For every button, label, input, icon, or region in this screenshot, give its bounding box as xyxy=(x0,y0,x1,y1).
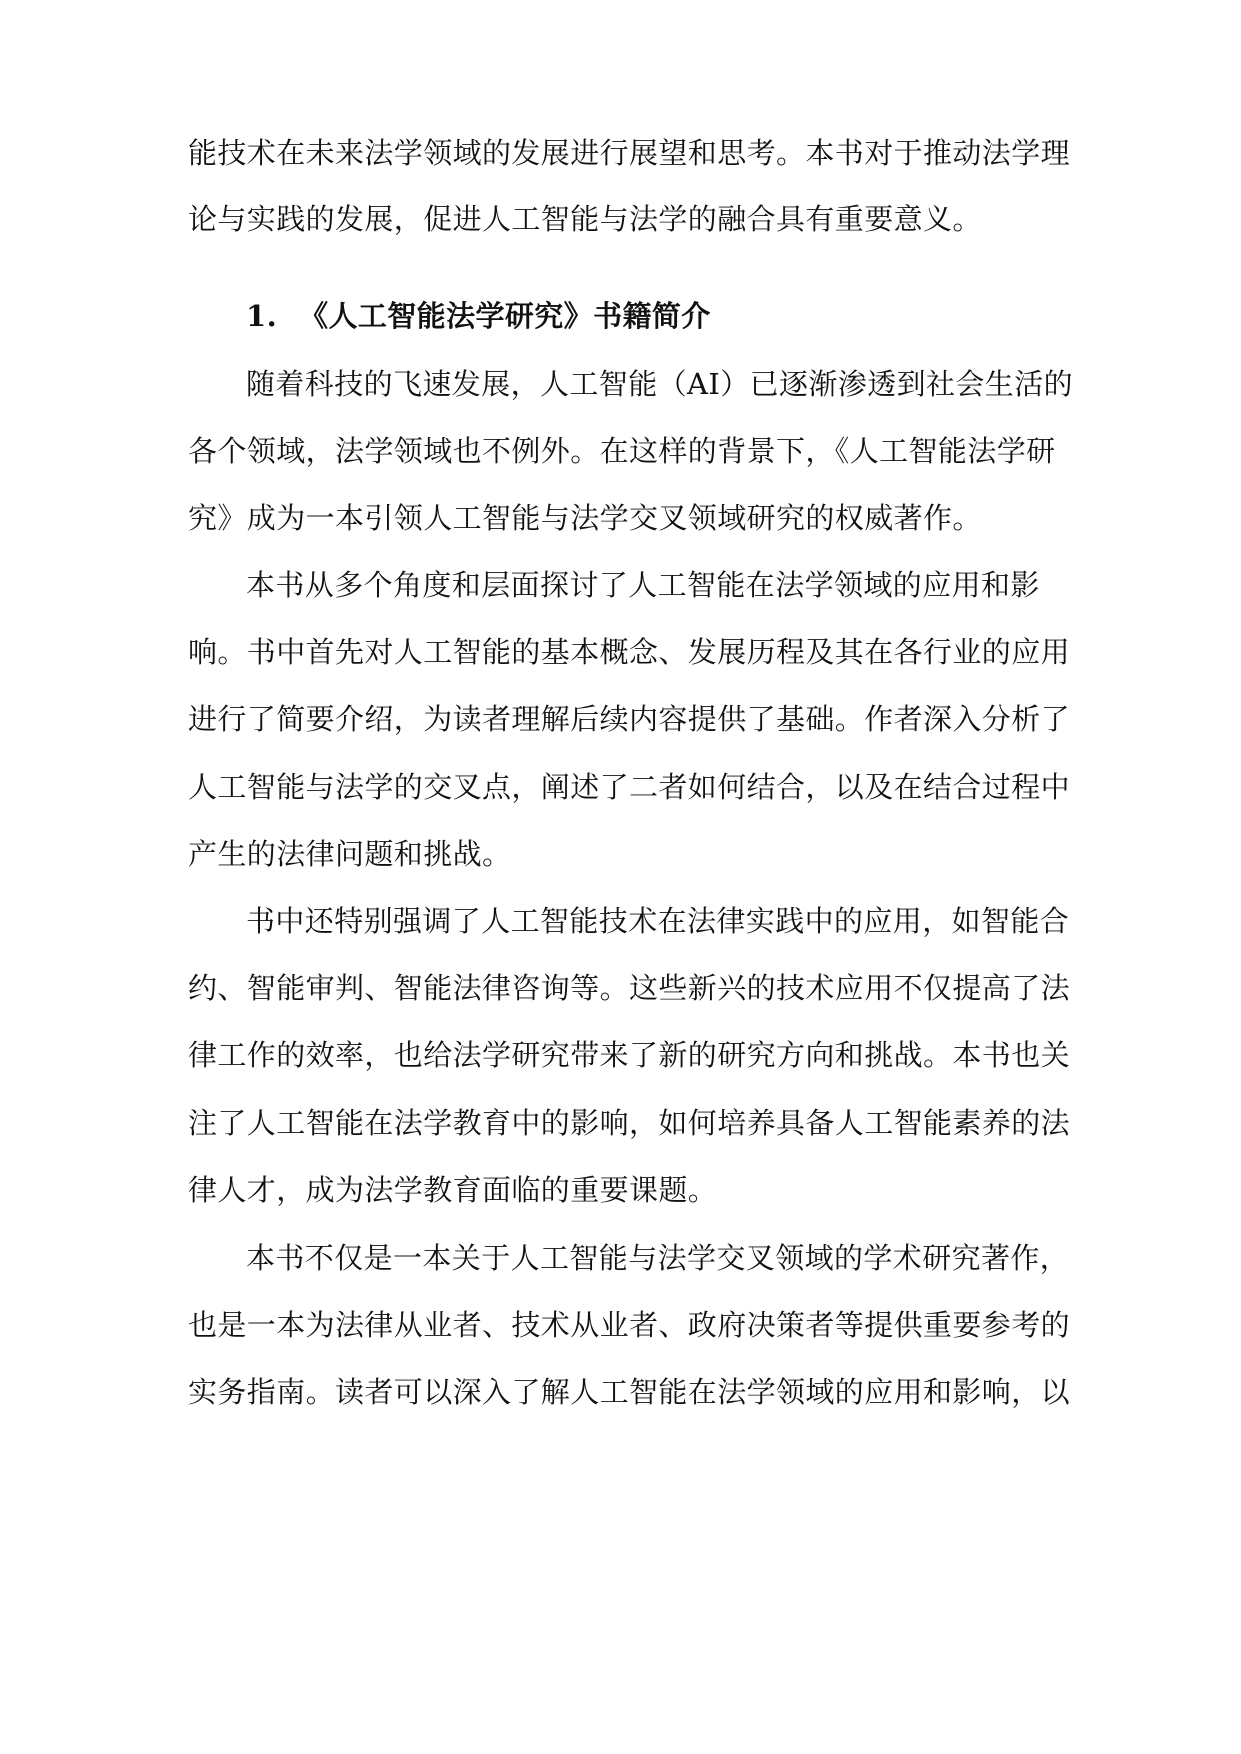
paragraph-line: 书中还特别强调了人工智能技术在法律实践中的应用，如智能合 xyxy=(246,904,1070,938)
paragraph-line: 注了人工智能在法学教育中的影响，如何培养具备人工智能素养的法 xyxy=(188,1106,1071,1140)
paragraph-line: 随着科技的飞速发展，人工智能（AI）已逐渐渗透到社会生活的 xyxy=(246,367,1073,401)
paragraph-line: 实务指南。读者可以深入了解人工智能在法学领域的应用和影响，以 xyxy=(188,1375,1071,1409)
paragraph-line: 约、智能审判、智能法律咨询等。这些新兴的技术应用不仅提高了法 xyxy=(188,971,1071,1005)
section-number: 1. xyxy=(246,299,278,333)
paragraph-line: 律工作的效率，也给法学研究带来了新的研究方向和挑战。本书也关 xyxy=(188,1038,1071,1072)
text-line: 论与实践的发展，促进人工智能与法学的融合具有重要意义。 xyxy=(188,202,982,236)
section-heading xyxy=(246,296,711,336)
text-line: 能技术在未来法学领域的发展进行展望和思考。本书对于推动法学理 xyxy=(188,136,1071,170)
paragraph-line: 也是一本为法律从业者、技术从业者、政府决策者等提供重要参考的 xyxy=(188,1308,1071,1342)
paragraph-line: 本书不仅是一本关于人工智能与法学交叉领域的学术研究著作， xyxy=(246,1241,1070,1275)
paragraph-line: 进行了简要介绍，为读者理解后续内容提供了基础。作者深入分析了 xyxy=(188,702,1071,736)
paragraph-line: 本书从多个角度和层面探讨了人工智能在法学领域的应用和影 xyxy=(246,568,1040,602)
paragraph-line: 究》成为一本引领人工智能与法学交叉领域研究的权威著作。 xyxy=(188,501,982,535)
paragraph-line: 响。书中首先对人工智能的基本概念、发展历程及其在各行业的应用 xyxy=(188,635,1071,669)
paragraph-line: 各个领域，法学领域也不例外。在这样的背景下，《人工智能法学研 xyxy=(188,434,1056,468)
section-title: 《人工智能法学研究》书籍简介 xyxy=(299,299,711,333)
paragraph-line: 人工智能与法学的交叉点，阐述了二者如何结合，以及在结合过程中 xyxy=(188,770,1071,804)
paragraph-line: 产生的法律问题和挑战。 xyxy=(188,837,512,871)
paragraph-line: 律人才，成为法学教育面临的重要课题。 xyxy=(188,1173,718,1207)
